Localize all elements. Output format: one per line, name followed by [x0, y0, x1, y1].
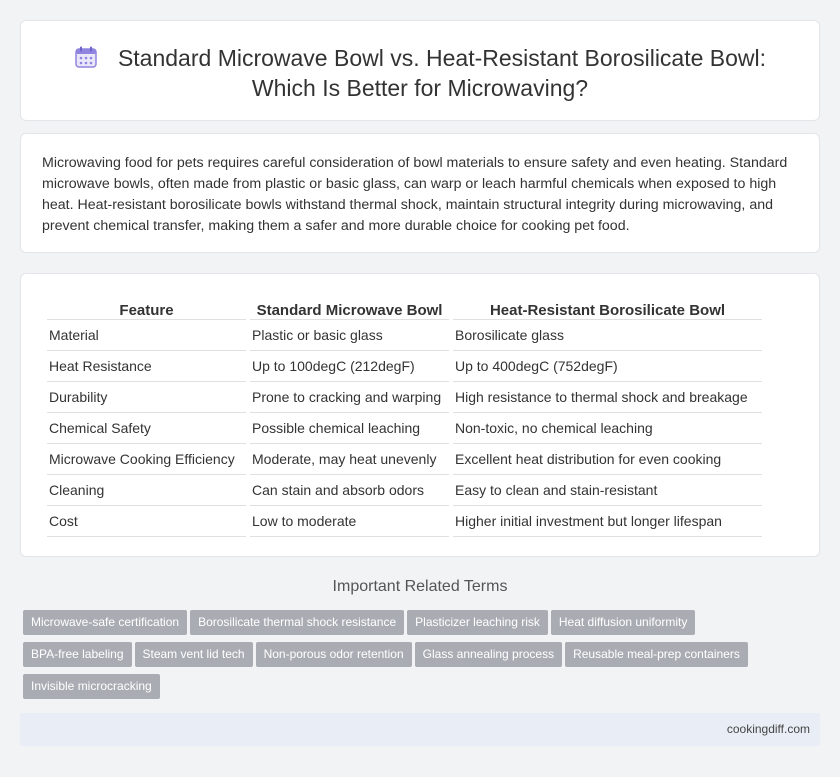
borosilicate-cell: High resistance to thermal shock and breakage: [453, 382, 762, 413]
related-term-tag[interactable]: Invisible microcracking: [23, 674, 160, 699]
related-terms-title: Important Related Terms: [332, 578, 508, 595]
related-term-tag[interactable]: Glass annealing process: [415, 642, 562, 667]
intro-card: [20, 133, 820, 253]
standard-cell: Plastic or basic glass: [250, 320, 449, 351]
feature-cell: Material: [47, 320, 246, 351]
table-row: [47, 413, 762, 444]
standard-cell: Prone to cracking and warping: [250, 382, 449, 413]
borosilicate-cell: Excellent heat distribution for even cooking: [453, 444, 762, 475]
related-term-tag[interactable]: BPA-free labeling: [23, 642, 132, 667]
standard-cell: Low to moderate: [250, 506, 449, 537]
related-term-tag[interactable]: Borosilicate thermal shock resistance: [190, 610, 404, 635]
related-term-tag[interactable]: Non-porous odor retention: [256, 642, 412, 667]
footer-bar: [20, 713, 820, 746]
feature-cell: Heat Resistance: [47, 351, 246, 382]
calendar-icon: [74, 45, 98, 69]
borosilicate-cell: Easy to clean and stain-resistant: [453, 475, 762, 506]
comparison-table: [43, 296, 766, 537]
related-term-tag[interactable]: Microwave-safe certification: [23, 610, 187, 635]
standard-cell: Up to 100degC (212degF): [250, 351, 449, 382]
table-row: [47, 351, 762, 382]
title-card: [20, 20, 820, 121]
intro-paragraph: Microwaving food for pets requires careful consideration of bowl materials to ensure safety and even heating. Standard microwave bowls, often made from plastic or basic glass, can warp or leach harmful chemicals when exposed to high heat. Heat-resistant borosilicate bowls withstand thermal shock, maintain structural integrity during microwaving, and prevent chemical transfer, making them a safer and more durable choice for cooking pet food.: [42, 155, 788, 234]
related-term-tag[interactable]: Heat diffusion uniformity: [551, 610, 696, 635]
header-standard-bowl: Standard Microwave Bowl: [250, 296, 449, 320]
table-row: [47, 475, 762, 506]
footer-site-link[interactable]: cookingdiff.com: [726, 722, 810, 736]
comparison-card: [20, 273, 820, 557]
table-row: [47, 444, 762, 475]
borosilicate-cell: Up to 400degC (752degF): [453, 351, 762, 382]
feature-cell: Chemical Safety: [47, 413, 246, 444]
table-row: [47, 320, 762, 351]
standard-cell: Moderate, may heat unevenly: [250, 444, 449, 475]
borosilicate-cell: Higher initial investment but longer lifespan: [453, 506, 762, 537]
related-term-tag[interactable]: Steam vent lid tech: [135, 642, 253, 667]
table-row: [47, 506, 762, 537]
standard-cell: Can stain and absorb odors: [250, 475, 449, 506]
related-term-tag[interactable]: Reusable meal-prep containers: [565, 642, 748, 667]
feature-cell: Durability: [47, 382, 246, 413]
feature-cell: Cost: [47, 506, 246, 537]
borosilicate-cell: Borosilicate glass: [453, 320, 762, 351]
standard-cell: Possible chemical leaching: [250, 413, 449, 444]
table-row: [47, 382, 762, 413]
related-terms-list: [23, 610, 803, 706]
table-header-row: [47, 296, 762, 320]
related-term-tag[interactable]: Plasticizer leaching risk: [407, 610, 548, 635]
header-borosilicate-bowl: Heat-Resistant Borosilicate Bowl: [453, 296, 762, 320]
header-feature: Feature: [47, 296, 246, 320]
borosilicate-cell: Non-toxic, no chemical leaching: [453, 413, 762, 444]
feature-cell: Cleaning: [47, 475, 246, 506]
page-title: Standard Microwave Bowl vs. Heat-Resistant Borosilicate Bowl: Which Is Better for Microwaving?: [117, 45, 767, 101]
page-title-row: [61, 43, 779, 103]
feature-cell: Microwave Cooking Efficiency: [47, 444, 246, 475]
